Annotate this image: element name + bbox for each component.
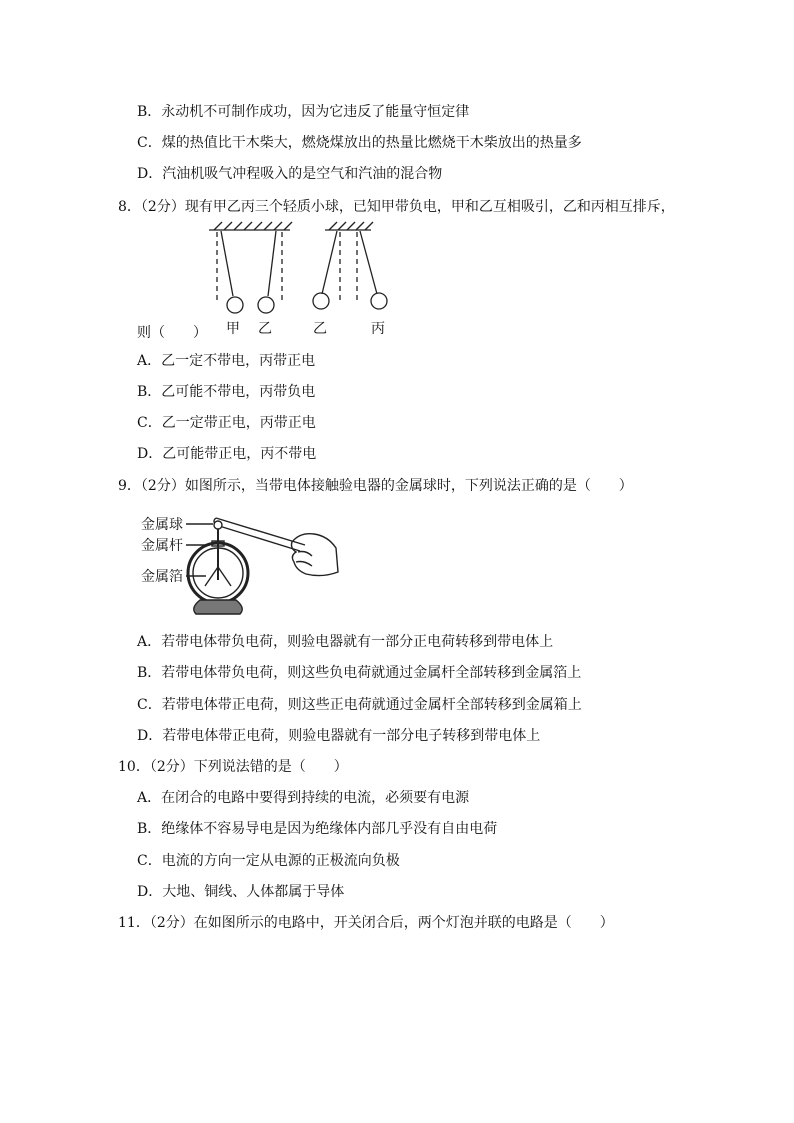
q8-option-b: B．乙可能不带电，丙带负电 [137,384,316,400]
label-bing: 丙 [371,321,385,337]
label-metal-leaf: 金属箔 [141,569,183,585]
q10-stem: 10．（2分）下列说法错的是（ ） [118,759,348,775]
q10-option-c: C．电流的方向一定从电源的正极流向负极 [137,853,400,869]
metal-leaf-right [218,567,231,586]
q9-option-d: D．若带电体带正电荷，则验电器就有一部分电子转移到带电体上 [137,728,541,744]
metal-leaf-left [205,567,218,586]
q10-option-b: B．绝缘体不容易导电是因为绝缘体内部几乎没有自由电荷 [137,821,498,837]
label-metal-rod: 金属杆 [141,538,183,554]
q8-option-c: C．乙一定带正电，丙带正电 [137,415,316,431]
q9-option-c: C．若带电体带正电荷，则这些正电荷就通过金属杆全部转移到金属箱上 [137,697,582,713]
q9-option-a: A．若带电体带负电荷，则验电器就有一部分正电荷转移到带电体上 [137,634,554,650]
q8-option-a: A．乙一定不带电，丙带正电 [137,353,316,369]
q7-option-b: B．永动机不可制作成功，因为它违反了能量守恒定律 [137,104,470,120]
q10-option-a: A．在闭合的电路中要得到持续的电流，必须要有电源 [137,790,470,806]
q9-option-b: B．若带电体带负电荷，则这些负电荷就通过金属杆全部转移到金属箔上 [137,665,582,681]
q8-stem: 8．（2分）现有甲乙丙三个轻质小球，已知甲带负电，甲和乙互相吸引，乙和丙相互排斥， [118,199,675,215]
hand [292,534,339,576]
label-yi-1: 乙 [258,321,272,337]
q8-stem-end: 则（ ） [137,325,207,341]
label-yi-2: 乙 [313,321,327,337]
metal-ball [214,521,222,529]
label-jia: 甲 [226,321,240,337]
q7-option-c: C．煤的热值比干木柴大，燃烧煤放出的热量比燃烧干木柴放出的热量多 [137,135,582,151]
q7-option-d: D．汽油机吸气冲程吸入的是空气和汽油的混合物 [137,166,443,182]
label-metal-ball: 金属球 [141,517,183,533]
stand [194,600,243,614]
q9-stem: 9．（2分）如图所示，当带电体接触验电器的金属球时，下列说法正确的是（ ） [118,478,633,494]
q8-option-d: D．乙可能带正电，丙不带电 [137,446,317,462]
q11-stem: 11．（2分）在如图所示的电路中，开关闭合后，两个灯泡并联的电路是（ ） [118,915,614,931]
q10-option-d: D．大地、铜线、人体都属于导体 [137,884,345,900]
